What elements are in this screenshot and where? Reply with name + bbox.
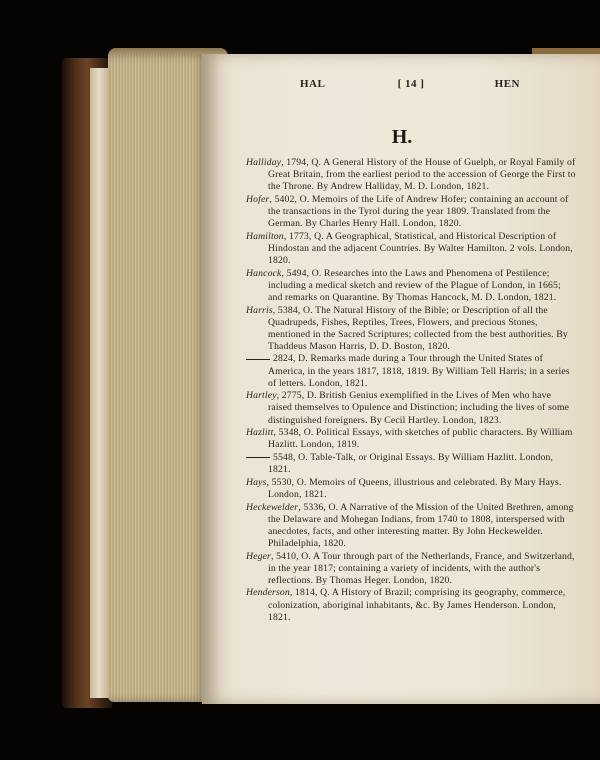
- entry-text: , 5410, O. A Tour through part of the Netherlands, France, and Switzerland, in the year 1817; containing a variety of incidents, with the author's reflections. By Thomas Heger. London, 1820.: [268, 550, 575, 586]
- list-item: [246, 427, 576, 451]
- entry-text: , 5384, O. The Natural History of the Bible; or Description of all the Quadrupeds, Fishes, Reptiles, Trees, Flowers, and precious Stones, mentioned in the Sacred Scriptures; collected from the best authorities. By Thaddeus Mason Harris, D. D. Boston, 1820.: [268, 304, 568, 352]
- entry-text: , 2775, D. British Genius exemplified in the Lives of Men who have raised themselves to Opulence and Distinction; including the lives of some distinguished foreigners. By Cecil Hartley. London, 1823.: [268, 390, 570, 426]
- binding-strip: [532, 48, 600, 54]
- list-item: [246, 268, 576, 304]
- list-item: [246, 551, 576, 587]
- entry-name: Heger: [246, 550, 271, 562]
- entry-name: Halliday: [246, 157, 282, 168]
- header-right: HEN: [494, 78, 520, 90]
- list-item: [246, 452, 576, 476]
- list-item: [246, 231, 576, 267]
- entry-text: , 1773, Q. A Geographical, Statistical, and Historical Description of Hindostan and the adjacent Countries. By Walter Hamilton. 2 vols. London, 1820.: [268, 230, 573, 266]
- list-item: [246, 502, 576, 550]
- entry-text: , 5336, O. A Narrative of the Mission of the United Brethren, among the Delaware and Mohegan Indians, from 1740 to 1808, interspersed with anecdotes, facts, and other interesting matter. By John Heckewelder. Philadelphia, 1820.: [268, 501, 574, 549]
- list-item: [246, 390, 576, 426]
- entry-text: , 5402, O. Memoirs of the Life of Andrew Hofer; containing an account of the transactions in the Tyrol during the year 1809. Translated from the German. By Charles Henry Hall. London, 1820.: [268, 193, 569, 230]
- header-left: HAL: [300, 78, 326, 90]
- entry-text: , 5530, O. Memoirs of Queens, illustrious and celebrated. By Mary Hays. London, 1821.: [266, 476, 562, 500]
- entry-name: Hamilton: [246, 230, 284, 242]
- entry-name: Hays: [246, 476, 267, 488]
- book: [62, 48, 600, 708]
- entry-name: Henderson: [246, 587, 290, 599]
- list-item: [246, 305, 576, 353]
- list-item: [246, 157, 576, 193]
- running-head: [300, 78, 520, 98]
- ditto-dash: [246, 359, 270, 360]
- entry-name: Hancock: [246, 267, 282, 279]
- list-item: [246, 587, 576, 623]
- entry-name: Hartley: [246, 390, 277, 402]
- entry-text: 2824, D. Remarks made during a Tour through the United States of America, in the years 1817, 1818, 1819. By William Tell Harris; in a series of letters. London, 1821.: [268, 353, 570, 389]
- entry-text: , 1814, Q. A History of Brazil; comprising its geography, commerce, colonization, aboriginal inhabitants, &c. By James Henderson. London, 1821.: [268, 587, 566, 623]
- entry-name: Harris: [246, 304, 273, 316]
- list-item: [246, 477, 576, 501]
- ditto-dash: [246, 457, 270, 458]
- entry-list: [246, 157, 576, 624]
- section-letter: H.: [391, 126, 413, 148]
- entry-name: Hofer: [246, 193, 270, 205]
- entry-text: , 1794, Q. A General History of the House of Guelph, or Royal Family of Great Britain, from the earliest period to the accession of George the First to the Throne. By Andrew Halliday, M. D. London, 1821.: [268, 157, 576, 193]
- entry-text: , 5494, O. Researches into the Laws and Phenomena of Pestilence; including a medical sketch and review of the Plague of London, in 1665; and remarks on Quarantine. By Thomas Hancock, M. D. London, 1821.: [268, 267, 561, 303]
- page-number: [ 14 ]: [397, 78, 425, 90]
- entry-text: , 5348, O. Political Essays, with sketches of public characters. By William Hazlitt. London, 1819.: [268, 427, 573, 451]
- entry-name: Hazlitt: [246, 427, 274, 439]
- entry-text: 5548, O. Table-Talk, or Original Essays. By William Hazlitt. London, 1821.: [268, 452, 554, 476]
- entry-name: Heckewelder: [246, 501, 299, 513]
- list-item: [246, 353, 576, 389]
- page-block-edge: [108, 54, 208, 702]
- list-item: [246, 194, 576, 230]
